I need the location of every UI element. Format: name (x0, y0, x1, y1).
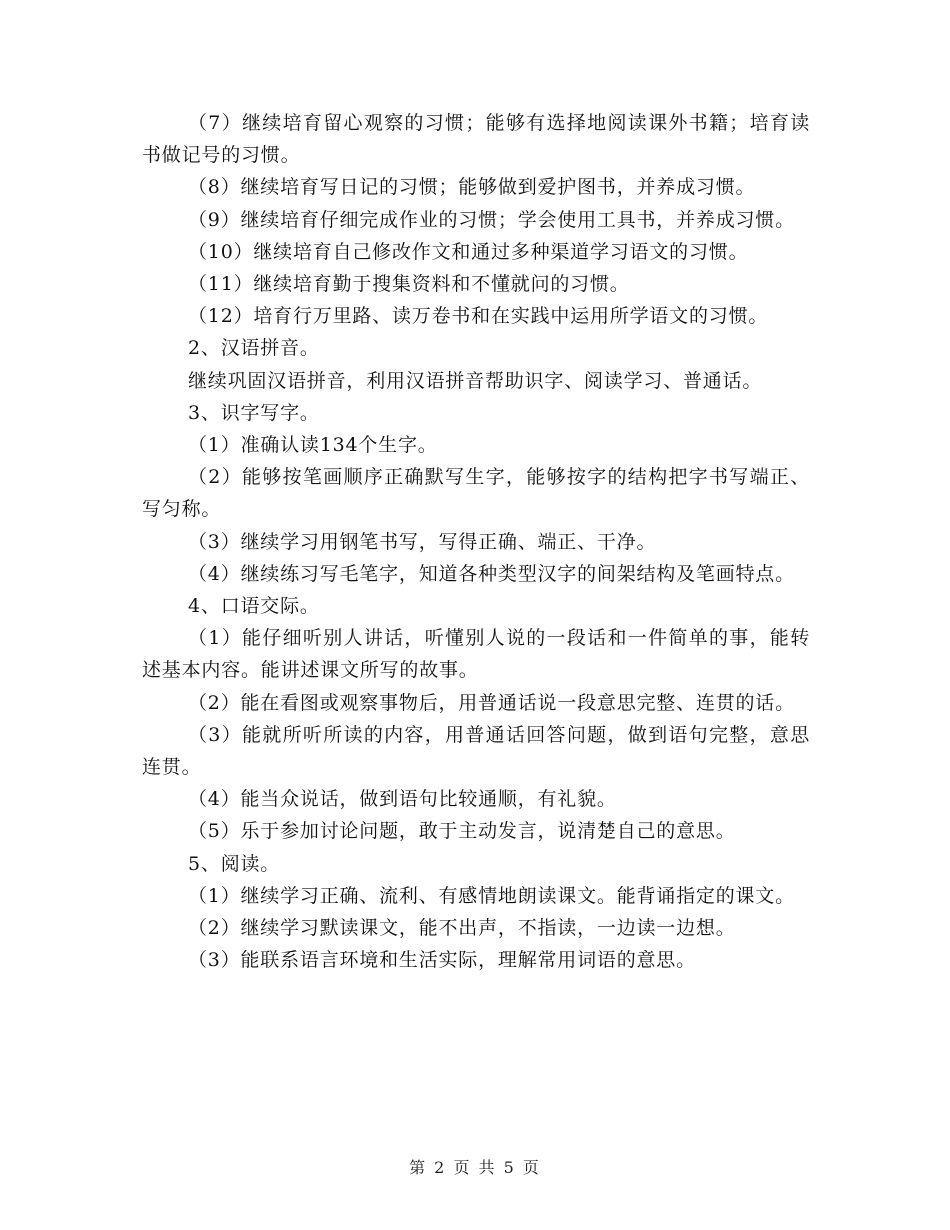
paragraph: （3）继续学习用钢笔书写，写得正确、端正、干净。 (188, 530, 657, 553)
paragraph: （1）准确认读134个生字。 (188, 434, 438, 457)
paragraph: （7）继续培育留心观察的习惯；能够有选择地阅读课外书籍；培育读书做记号的习惯。 (142, 112, 810, 167)
paragraph: （2）能够按笔画顺序正确默写生字，能够按字的结构把字书写端正、写匀称。 (142, 466, 810, 521)
paragraph: （9）继续培育仔细完成作业的习惯；学会使用工具书，并养成习惯。 (188, 208, 795, 231)
section-heading: 2、汉语拼音。 (188, 337, 320, 360)
paragraph: （4）继续练习写毛笔字，知道各种类型汉字的间架结构及笔画特点。 (188, 562, 795, 585)
section-heading: 3、识字写字。 (188, 401, 320, 424)
paragraph: （8）继续培育写日记的习惯；能够做到爱护图书，并养成习惯。 (188, 176, 756, 199)
paragraph: （4）能当众说话，做到语句比较通顺，有礼貌。 (188, 788, 617, 811)
paragraph: （3）能就所听所读的内容，用普通话回答问题，做到语句完整，意思连贯。 (142, 723, 810, 779)
paragraph: （1）继续学习正确、流利、有感情地朗读课文。能背诵指定的课文。 (188, 884, 795, 907)
document-body (142, 107, 810, 976)
paragraph: 继续巩固汉语拼音，利用汉语拼音帮助识字、阅读学习、普通话。 (188, 369, 763, 392)
paragraph: （2）能在看图或观察事物后，用普通话说一段意思完整、连贯的话。 (188, 691, 795, 714)
paragraph: （12）培育行万里路、读万卷书和在实践中运用所学语文的习惯。 (188, 305, 769, 328)
paragraph: （1）能仔细听别人讲话，听懂别人说的一段话和一件简单的事，能转述基本内容。能讲述课文所写的故事。 (142, 627, 810, 682)
section-heading: 4、口语交际。 (188, 595, 320, 618)
section-heading: 5、阅读。 (188, 852, 281, 875)
paragraph: （10）继续培育自己修改作文和通过多种渠道学习语文的习惯。 (188, 240, 749, 263)
page-number-footer: 第 2 页 共 5 页 (409, 1158, 541, 1177)
paragraph: （2）继续学习默读课文，能不出声，不指读，一边读一边想。 (188, 917, 736, 940)
paragraph: （5）乐于参加讨论问题，敢于主动发言，说清楚自己的意思。 (188, 820, 736, 843)
paragraph: （11）继续培育勤于搜集资料和不懂就问的习惯。 (188, 273, 630, 296)
paragraph: （3）能联系语言环境和生活实际，理解常用词语的意思。 (188, 949, 696, 972)
